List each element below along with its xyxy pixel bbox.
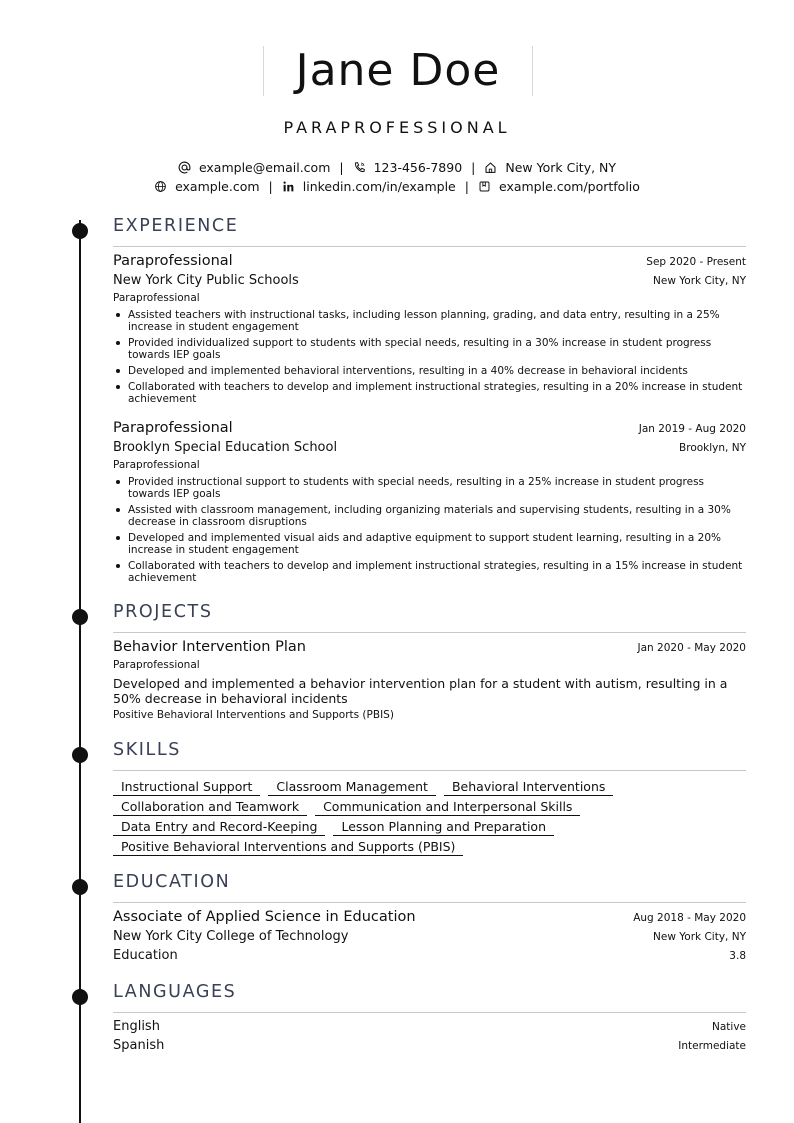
- job-date: Sep 2020 - Present: [646, 256, 746, 268]
- field-of-study: Education: [113, 948, 178, 963]
- section-divider: [113, 246, 746, 247]
- linkedin-icon: [282, 180, 295, 193]
- name-block: [263, 46, 533, 96]
- email-text: example@email.com: [198, 160, 331, 175]
- job-title: Paraprofessional: [113, 253, 233, 269]
- list-item: Developed and implemented visual aids and adaptive equipment to support student learning, resulting in a 20% increase in student engagement: [113, 532, 746, 556]
- separator: |: [471, 160, 476, 175]
- contact-row-1: [0, 160, 794, 175]
- skill-tag: Communication and Interpersonal Skills: [315, 798, 580, 816]
- timeline-dot: [72, 747, 88, 763]
- section-divider: [113, 632, 746, 633]
- project-header: [113, 639, 746, 655]
- portfolio-text: example.com/portfolio: [498, 179, 640, 194]
- timeline-line: [79, 220, 81, 1123]
- list-item: Assisted teachers with instructional tasks, including lesson planning, grading, and data entry, resulting in a 25% increase in student engagement: [113, 309, 746, 333]
- list-item: Provided instructional support to students with special needs, resulting in a 25% increase in student progress towards IEP goals: [113, 476, 746, 500]
- skill-tag: Lesson Planning and Preparation: [333, 818, 554, 836]
- job-title: Paraprofessional: [113, 420, 233, 436]
- contact-phone[interactable]: [353, 160, 463, 175]
- timeline-dot: [72, 989, 88, 1005]
- job-location: New York City, NY: [653, 275, 746, 287]
- section-title-skills: SKILLS: [113, 740, 181, 760]
- skill-tag: Behavioral Interventions: [444, 778, 613, 796]
- separator: |: [268, 179, 273, 194]
- job-title: PARAPROFESSIONAL: [283, 118, 511, 137]
- section-title-languages: LANGUAGES: [113, 982, 237, 1002]
- skill-tag: Instructional Support: [113, 778, 260, 796]
- home-icon: [484, 161, 497, 174]
- project-role: Paraprofessional: [113, 659, 200, 671]
- location-text: New York City, NY: [505, 160, 617, 175]
- list-item: Collaborated with teachers to develop and implement instructional strategies, resulting in a 20% increase in student achievement: [113, 381, 746, 405]
- contact-linkedin[interactable]: [282, 179, 456, 194]
- linkedin-text: linkedin.com/in/example: [302, 179, 456, 194]
- experience-2-org: [113, 440, 746, 455]
- employer: New York City Public Schools: [113, 273, 299, 288]
- section-divider: [113, 902, 746, 903]
- school-location: New York City, NY: [653, 931, 746, 943]
- phone-icon: [353, 161, 366, 174]
- project-date: Jan 2020 - May 2020: [637, 642, 746, 654]
- timeline-dot: [72, 609, 88, 625]
- language-name: English: [113, 1019, 160, 1034]
- at-icon: [178, 161, 191, 174]
- skill-tag: Collaboration and Teamwork: [113, 798, 307, 816]
- section-title-experience: EXPERIENCE: [113, 216, 239, 236]
- gpa: 3.8: [729, 950, 746, 962]
- skill-tag: Data Entry and Record-Keeping: [113, 818, 325, 836]
- school: New York City College of Technology: [113, 929, 349, 944]
- language-name: Spanish: [113, 1038, 165, 1053]
- language-level: Intermediate: [678, 1040, 746, 1052]
- experience-2-bullets: [113, 476, 746, 588]
- section-title-education: EDUCATION: [113, 872, 231, 892]
- experience-1-bullets: [113, 309, 746, 409]
- section-divider: [113, 1012, 746, 1013]
- globe-icon: [154, 180, 167, 193]
- experience-2-header: [113, 420, 746, 436]
- language-level: Native: [712, 1021, 746, 1033]
- job-role: Paraprofessional: [113, 292, 200, 304]
- education-school-row: [113, 929, 746, 944]
- list-item: Assisted with classroom management, including organizing materials and supervising students, resulting in a 30% decrease in classroom disruptions: [113, 504, 746, 528]
- candidate-name: Jane Doe: [295, 45, 501, 96]
- timeline-dot: [72, 223, 88, 239]
- timeline-dot: [72, 879, 88, 895]
- project-description: Developed and implemented a behavior intervention plan for a student with autism, resulting in a 50% decrease in behavioral incidents: [113, 676, 728, 706]
- website-text: example.com: [175, 179, 260, 194]
- contact-portfolio[interactable]: [478, 179, 640, 194]
- project-keywords: Positive Behavioral Interventions and Supports (PBIS): [113, 709, 394, 721]
- list-item: Developed and implemented behavioral interventions, resulting in a 40% decrease in behavioral incidents: [113, 365, 746, 377]
- phone-text: 123-456-7890: [373, 160, 463, 175]
- contact-row-2: [0, 179, 794, 194]
- job-date: Jan 2019 - Aug 2020: [638, 423, 746, 435]
- contact-website[interactable]: [154, 179, 259, 194]
- section-title-projects: PROJECTS: [113, 602, 213, 622]
- degree: Associate of Applied Science in Education: [113, 909, 416, 925]
- section-divider: [113, 770, 746, 771]
- contact-email[interactable]: [178, 160, 330, 175]
- education-field-row: [113, 948, 746, 963]
- experience-1-header: [113, 253, 746, 269]
- education-date: Aug 2018 - May 2020: [633, 912, 746, 924]
- list-item: Collaborated with teachers to develop and implement instructional strategies, resulting in a 15% increase in student achievement: [113, 560, 746, 584]
- skill-tag: Positive Behavioral Interventions and Supports (PBIS): [113, 838, 463, 856]
- separator: |: [339, 160, 344, 175]
- language-row: [113, 1038, 746, 1053]
- portfolio-icon: [478, 180, 491, 193]
- list-item: Provided individualized support to students with special needs, resulting in a 30% increase in student progress towards IEP goals: [113, 337, 746, 361]
- education-header: [113, 909, 746, 925]
- job-role: Paraprofessional: [113, 459, 200, 471]
- skill-tag: Classroom Management: [268, 778, 436, 796]
- separator: |: [464, 179, 469, 194]
- experience-1-org: [113, 273, 746, 288]
- contact-location: [484, 160, 616, 175]
- job-location: Brooklyn, NY: [679, 442, 746, 454]
- project-title: Behavior Intervention Plan: [113, 639, 306, 655]
- skills-list: [113, 778, 746, 858]
- employer: Brooklyn Special Education School: [113, 440, 338, 455]
- language-row: [113, 1019, 746, 1034]
